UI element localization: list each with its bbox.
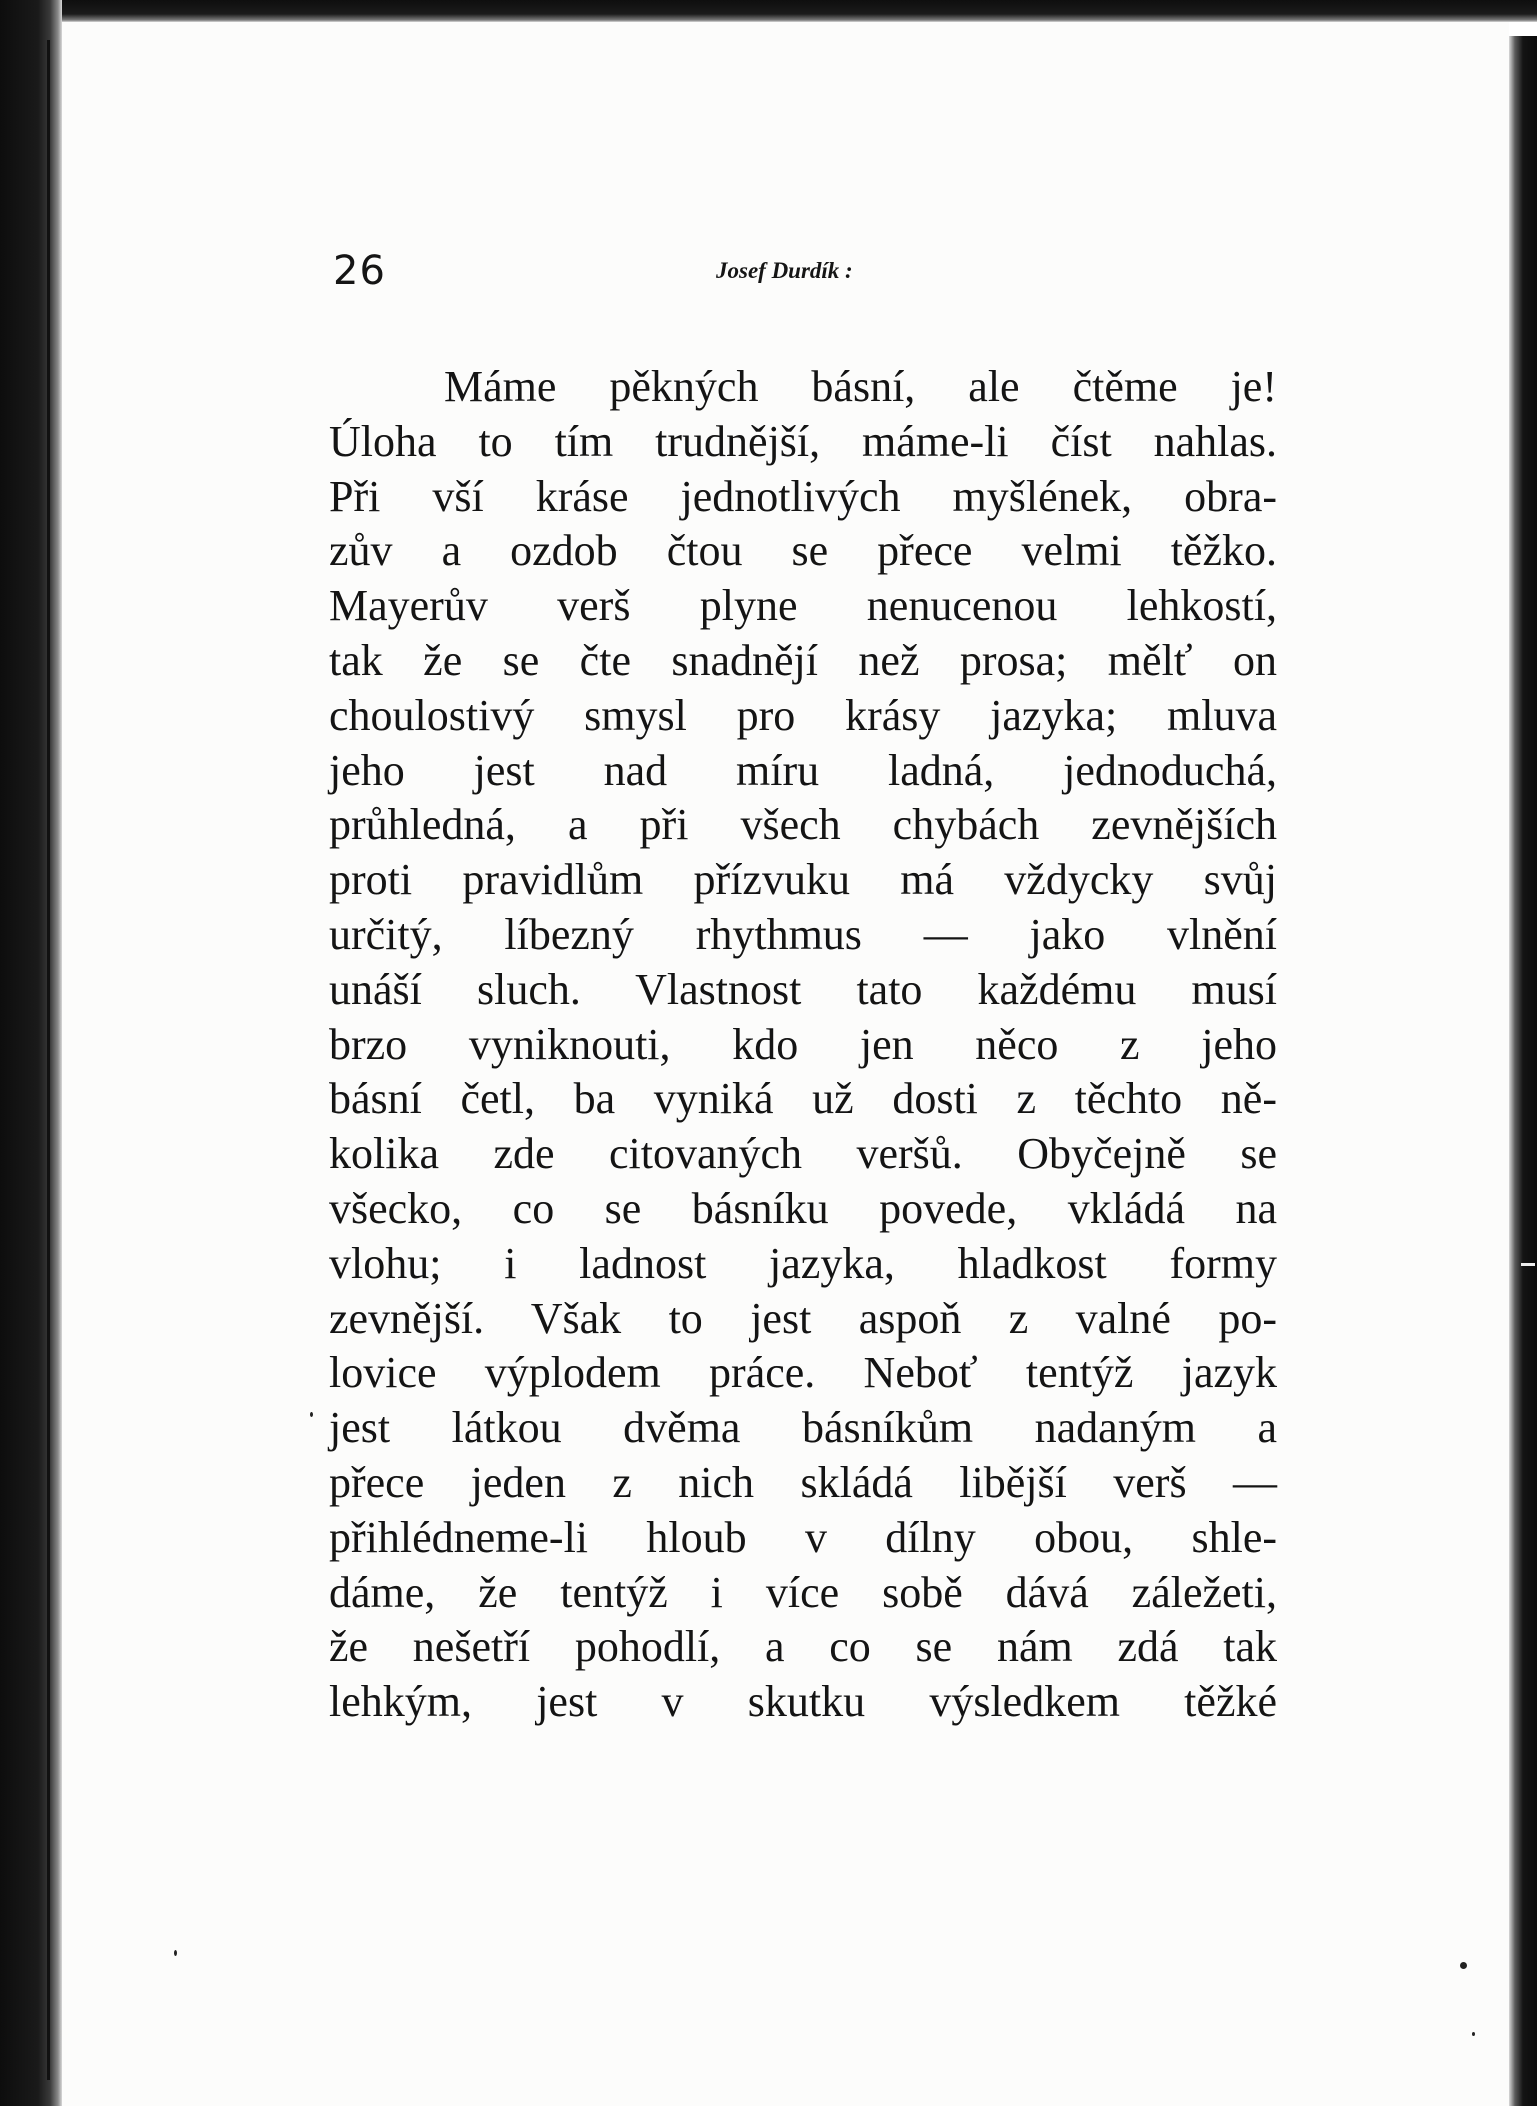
dust-speck: [1460, 1962, 1467, 1969]
text-line: přihlédneme-li hloub v dílny obou, shle-: [329, 1512, 1277, 1562]
dust-speck: [310, 1412, 313, 1417]
text-line: brzo vyniknouti, kdo jen něco z jeho: [329, 1019, 1277, 1069]
text-line: unáší sluch. Vlastnost tato každému musí: [329, 964, 1277, 1014]
text-line: průhledná, a při všech chybách zevnějších: [329, 800, 1277, 850]
page-header: [333, 248, 1278, 296]
text-line: jest látkou dvěma básníkům nadaným a: [329, 1403, 1277, 1453]
body-text: [329, 360, 1277, 1730]
text-line: vlohu; i ladnost jazyka, hladkost formy: [329, 1238, 1277, 1288]
text-line: lehkým, jest v skutku výsledkem těžké: [329, 1677, 1277, 1727]
text-line: kolika zde citovaných veršů. Obyčejně se: [329, 1129, 1277, 1179]
page-number: 26: [333, 248, 386, 294]
text-line: dáme, že tentýž i více sobě dává záležeti,: [329, 1567, 1277, 1617]
scan-gutter-line: [47, 40, 50, 2080]
text-line: že nešetří pohodlí, a co se nám zdá tak: [329, 1622, 1277, 1672]
text-line: jeho jest nad míru ladná, jednoduchá,: [329, 745, 1277, 795]
text-line: lovice výplodem práce. Neboť tentýž jazyk: [329, 1348, 1277, 1398]
scan-top-border: [0, 0, 1537, 22]
text-line: přece jeden z nich skládá libější verš —: [329, 1457, 1277, 1507]
text-line: proti pravidlům přízvuku má vždycky svůj: [329, 855, 1277, 905]
text-line: určitý, líbezný rhythmus — jako vlnění: [329, 909, 1277, 959]
text-line: choulostivý smysl pro krásy jazyka; mluva: [329, 690, 1277, 740]
scan-right-border: [1509, 36, 1537, 2106]
scan-edge-mark: [1521, 1263, 1535, 1266]
dust-speck: [174, 1950, 177, 1956]
text-line: básní četl, ba vyniká už dosti z těchto ně-: [329, 1074, 1277, 1124]
text-line: všecko, co se básníku povede, vkládá na: [329, 1183, 1277, 1233]
text-line: Mayerův verš plyne nenucenou lehkostí,: [329, 581, 1277, 631]
dust-speck: [1472, 2032, 1475, 2036]
text-line: zevnější. Však to jest aspoň z valné po-: [329, 1293, 1277, 1343]
running-head: Josef Durdík :: [716, 258, 853, 283]
text-line: tak že se čte snadnějí než prosa; mělť on: [329, 635, 1277, 685]
text-line: Úloha to tím trudnější, máme-li číst nahlas.: [329, 416, 1277, 466]
text-line: zův a ozdob čtou se přece velmi těžko.: [329, 526, 1277, 576]
text-line: Máme pěkných básní, ale čtěme je!: [444, 362, 1277, 411]
scan-left-border: [0, 0, 62, 2106]
text-line: Při vší kráse jednotlivých myšlének, obra-: [329, 471, 1277, 521]
